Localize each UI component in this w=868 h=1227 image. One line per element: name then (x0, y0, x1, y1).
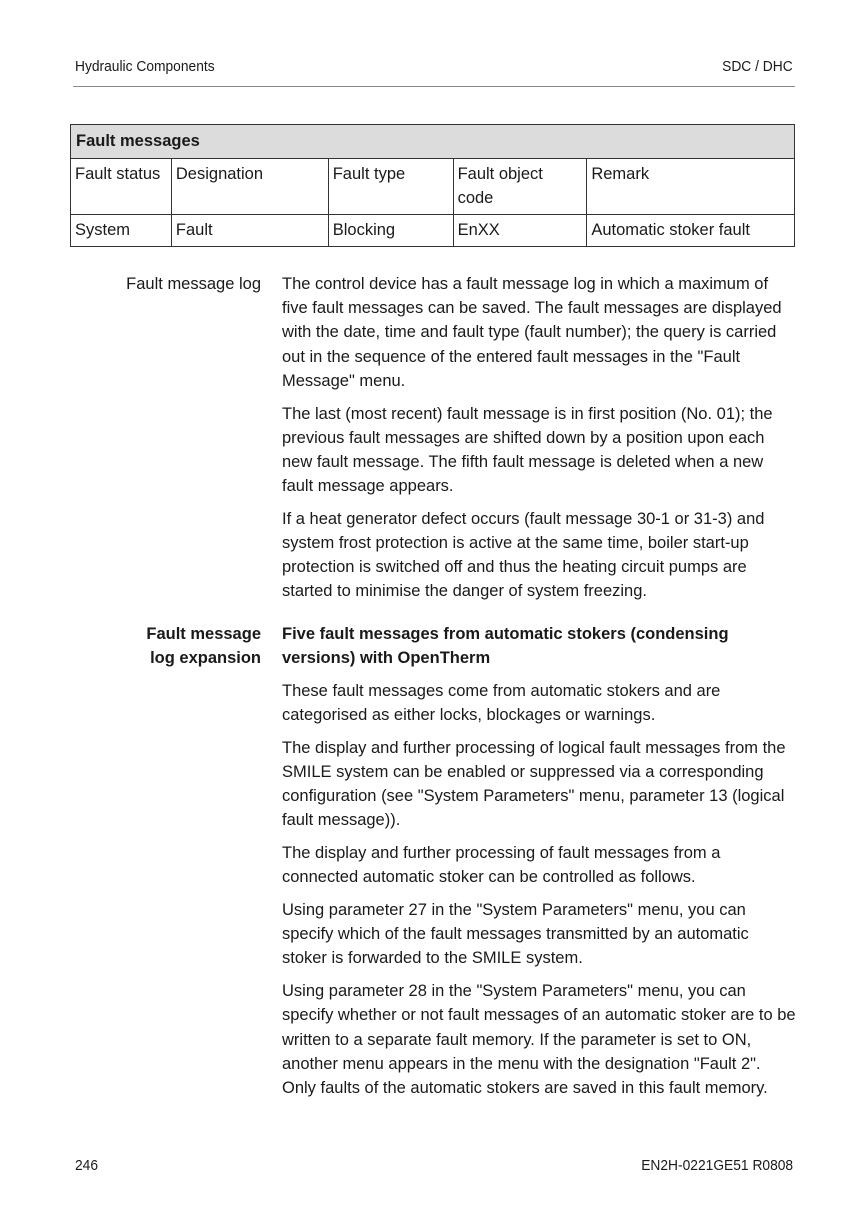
paragraph: These fault messages come from automatic stokers and are categorised as either locks, blockages or warnings. (282, 681, 721, 725)
column-header: Designation (171, 159, 328, 215)
paragraph: Using parameter 28 in the "System Parameters" menu, you can specify whether or not fault messages of an automatic stoker are to be written to a separate fault memory. If the parameter is set to ON, another menu appears in the menu with the designation "Fault 2". Only faults of the automatic stokers are saved in this fault memory. (282, 982, 796, 1097)
paragraph: Using parameter 27 in the "System Parameters" menu, you can specify which of the fault messages transmitted by an automatic stoker is forwarded to the SMILE system. (282, 901, 749, 968)
table-cell: EnXX (453, 215, 587, 247)
table-row (71, 215, 795, 247)
paragraph: The display and further processing of fault messages from a connected automatic stoker can be controlled as follows. (282, 844, 721, 887)
header-section-title: Hydraulic Components (75, 58, 215, 75)
section-body-fault-log-expansion (282, 622, 797, 1109)
document-code: EN2H-0221GE51 R0808 (641, 1157, 793, 1174)
table-cell: Automatic stoker fault (587, 215, 795, 247)
section-label-fault-message-log: Fault message log (126, 275, 261, 293)
section-heading: Five fault messages from automatic stokers (condensing versions) with OpenTherm (282, 625, 729, 668)
page-number: 246 (75, 1157, 99, 1174)
label-line: Fault message (146, 625, 261, 643)
section-body-fault-message-log (282, 272, 797, 612)
table-title-row (71, 125, 795, 159)
table-cell: Blocking (328, 215, 453, 247)
table-cell: System (71, 215, 172, 247)
paragraph: The control device has a fault message log in which a maximum of five fault messages can be saved. The fault messages are displayed with the date, time and fault type (fault number); the query is carried out in the sequence of the entered fault messages in the "Fault Message" menu. (282, 275, 782, 390)
paragraph: The last (most recent) fault message is in first position (No. 01); the previous fault messages are shifted down by a position upon each new fault message. The fifth fault message is deleted when a new fault message appears. (282, 404, 773, 496)
header-product-name: SDC / DHC (722, 58, 793, 75)
label-line: log expansion (150, 649, 261, 667)
table-header-row (71, 159, 795, 215)
fault-messages-table (70, 124, 795, 247)
page-header (73, 55, 795, 87)
section-label-fault-log-expansion (71, 622, 261, 670)
table-cell: Fault (171, 215, 328, 247)
column-header: Fault status (71, 159, 172, 215)
column-header: Fault object code (453, 159, 587, 215)
column-header: Fault type (328, 159, 453, 215)
table-title: Fault messages (71, 125, 795, 159)
paragraph: The display and further processing of logical fault messages from the SMILE system can be enabled or suppressed via a corresponding configuration (see "System Parameters" menu, parameter 13 (logical fault message)). (282, 738, 786, 830)
paragraph: If a heat generator defect occurs (fault message 30-1 or 31-3) and system frost protection is active at the same time, boiler start-up protection is switched off and thus the heating circuit pumps are started to minimise the danger of system freezing. (282, 509, 765, 601)
column-header: Remark (587, 159, 795, 215)
